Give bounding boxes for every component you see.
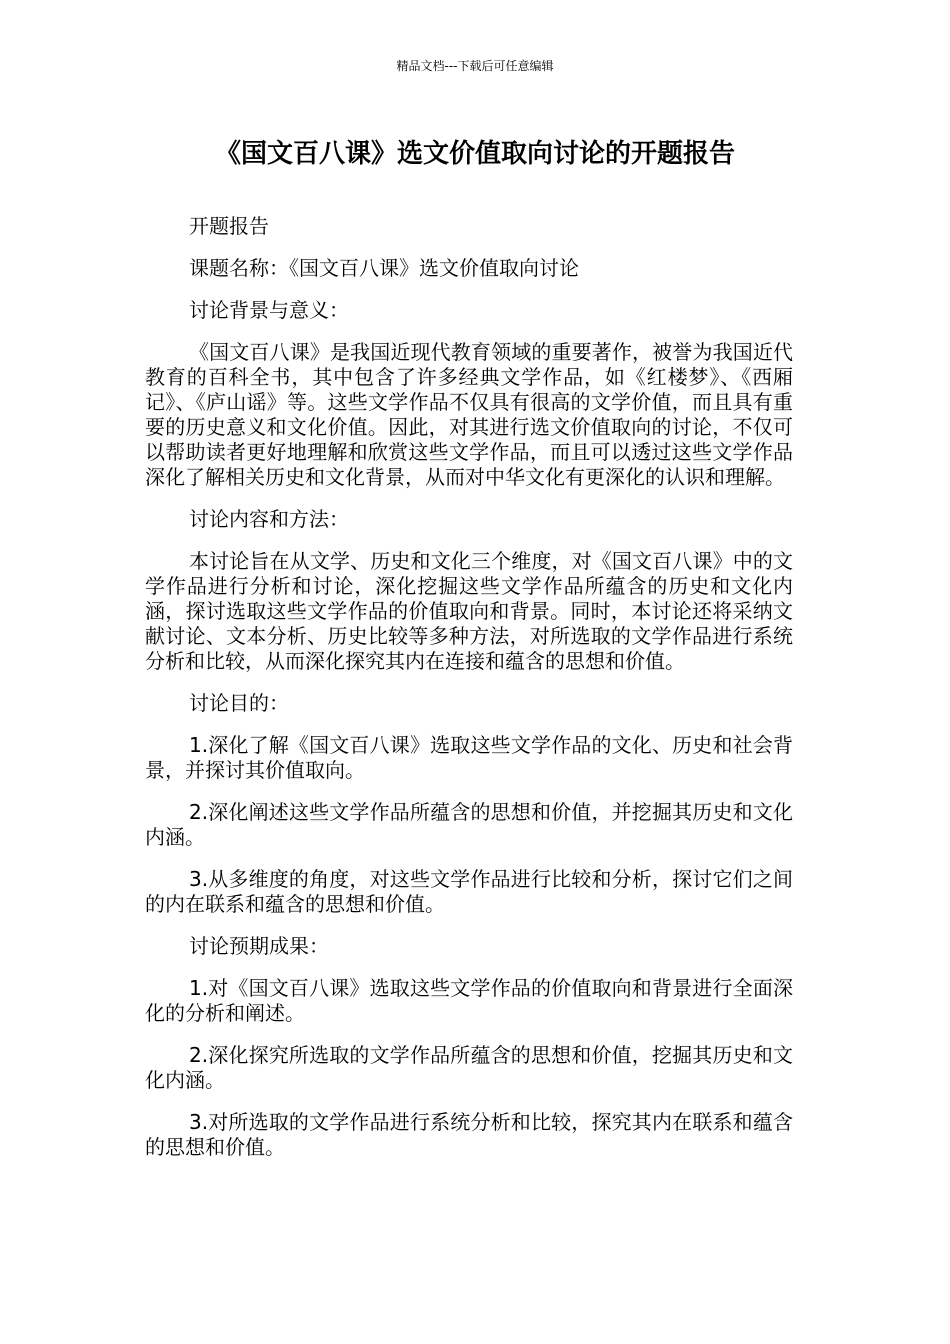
content-method-paragraph: 本讨论旨在从文学、历史和文化三个维度，对《国文百八课》中的文学作品进行分析和讨论，深化挖掘这些文学作品所蕴含的历史和文化内涵，探讨选取这些文学作品的价值取向和背景。同时，本讨论还将采纳文献讨论、文本分析、历史比较等多种方法，对所选取的文学作品进行系统分析和比较，从而深化探究其内在连接和蕴含的思想和价值。: [145, 549, 793, 673]
purpose-item-2: 2.深化阐述这些文学作品所蕴含的思想和价值，并挖掘其历史和文化内涵。: [145, 800, 793, 849]
background-paragraph: 《国文百八课》是我国近现代教育领域的重要著作，被誉为我国近代教育的百科全书，其中包含了许多经典文学作品，如《红楼梦》、《西厢记》、《庐山谣》等。这些文学作品不仅具有很高的文学价值，而且具有重要的历史意义和文化价值。因此，对其进行选文价值取向的讨论，不仅可以帮助读者更好地理解和欣赏这些文学作品，而且可以透过这些文学作品深化了解相关历史和文化背景，从而对中华文化有更深化的认识和理解。: [145, 340, 793, 489]
section-heading-expected-results: 讨论预期成果：: [189, 934, 329, 958]
result-item-2: 2.深化探究所选取的文学作品所蕴含的思想和价值，挖掘其历史和文化内涵。: [145, 1043, 793, 1092]
page-header: 精品文档---下载后可任意编辑: [396, 59, 554, 73]
result-item-1: 1.对《国文百八课》选取这些文学作品的价值取向和背景进行全面深化的分析和阐述。: [145, 976, 793, 1025]
section-heading-content-method: 讨论内容和方法：: [189, 507, 349, 531]
topic-name: 课题名称：《国文百八课》选文价值取向讨论: [189, 256, 579, 280]
purpose-item-1: 1.深化了解《国文百八课》选取这些文学作品的文化、历史和社会背景，并探讨其价值取向。: [145, 733, 793, 782]
result-item-3: 3.对所选取的文学作品进行系统分析和比较，探究其内在联系和蕴含的思想和价值。: [145, 1110, 793, 1159]
document-body: [145, 214, 793, 1177]
document-title: 《国文百八课》选文价值取向讨论的开题报告: [214, 139, 735, 169]
section-heading-background: 讨论背景与意义：: [189, 298, 349, 322]
section-heading-report: 开题报告: [189, 214, 269, 238]
section-heading-purpose: 讨论目的：: [189, 691, 289, 715]
purpose-item-3: 3.从多维度的角度，对这些文学作品进行比较和分析，探讨它们之间的内在联系和蕴含的思想和价值。: [145, 867, 793, 916]
